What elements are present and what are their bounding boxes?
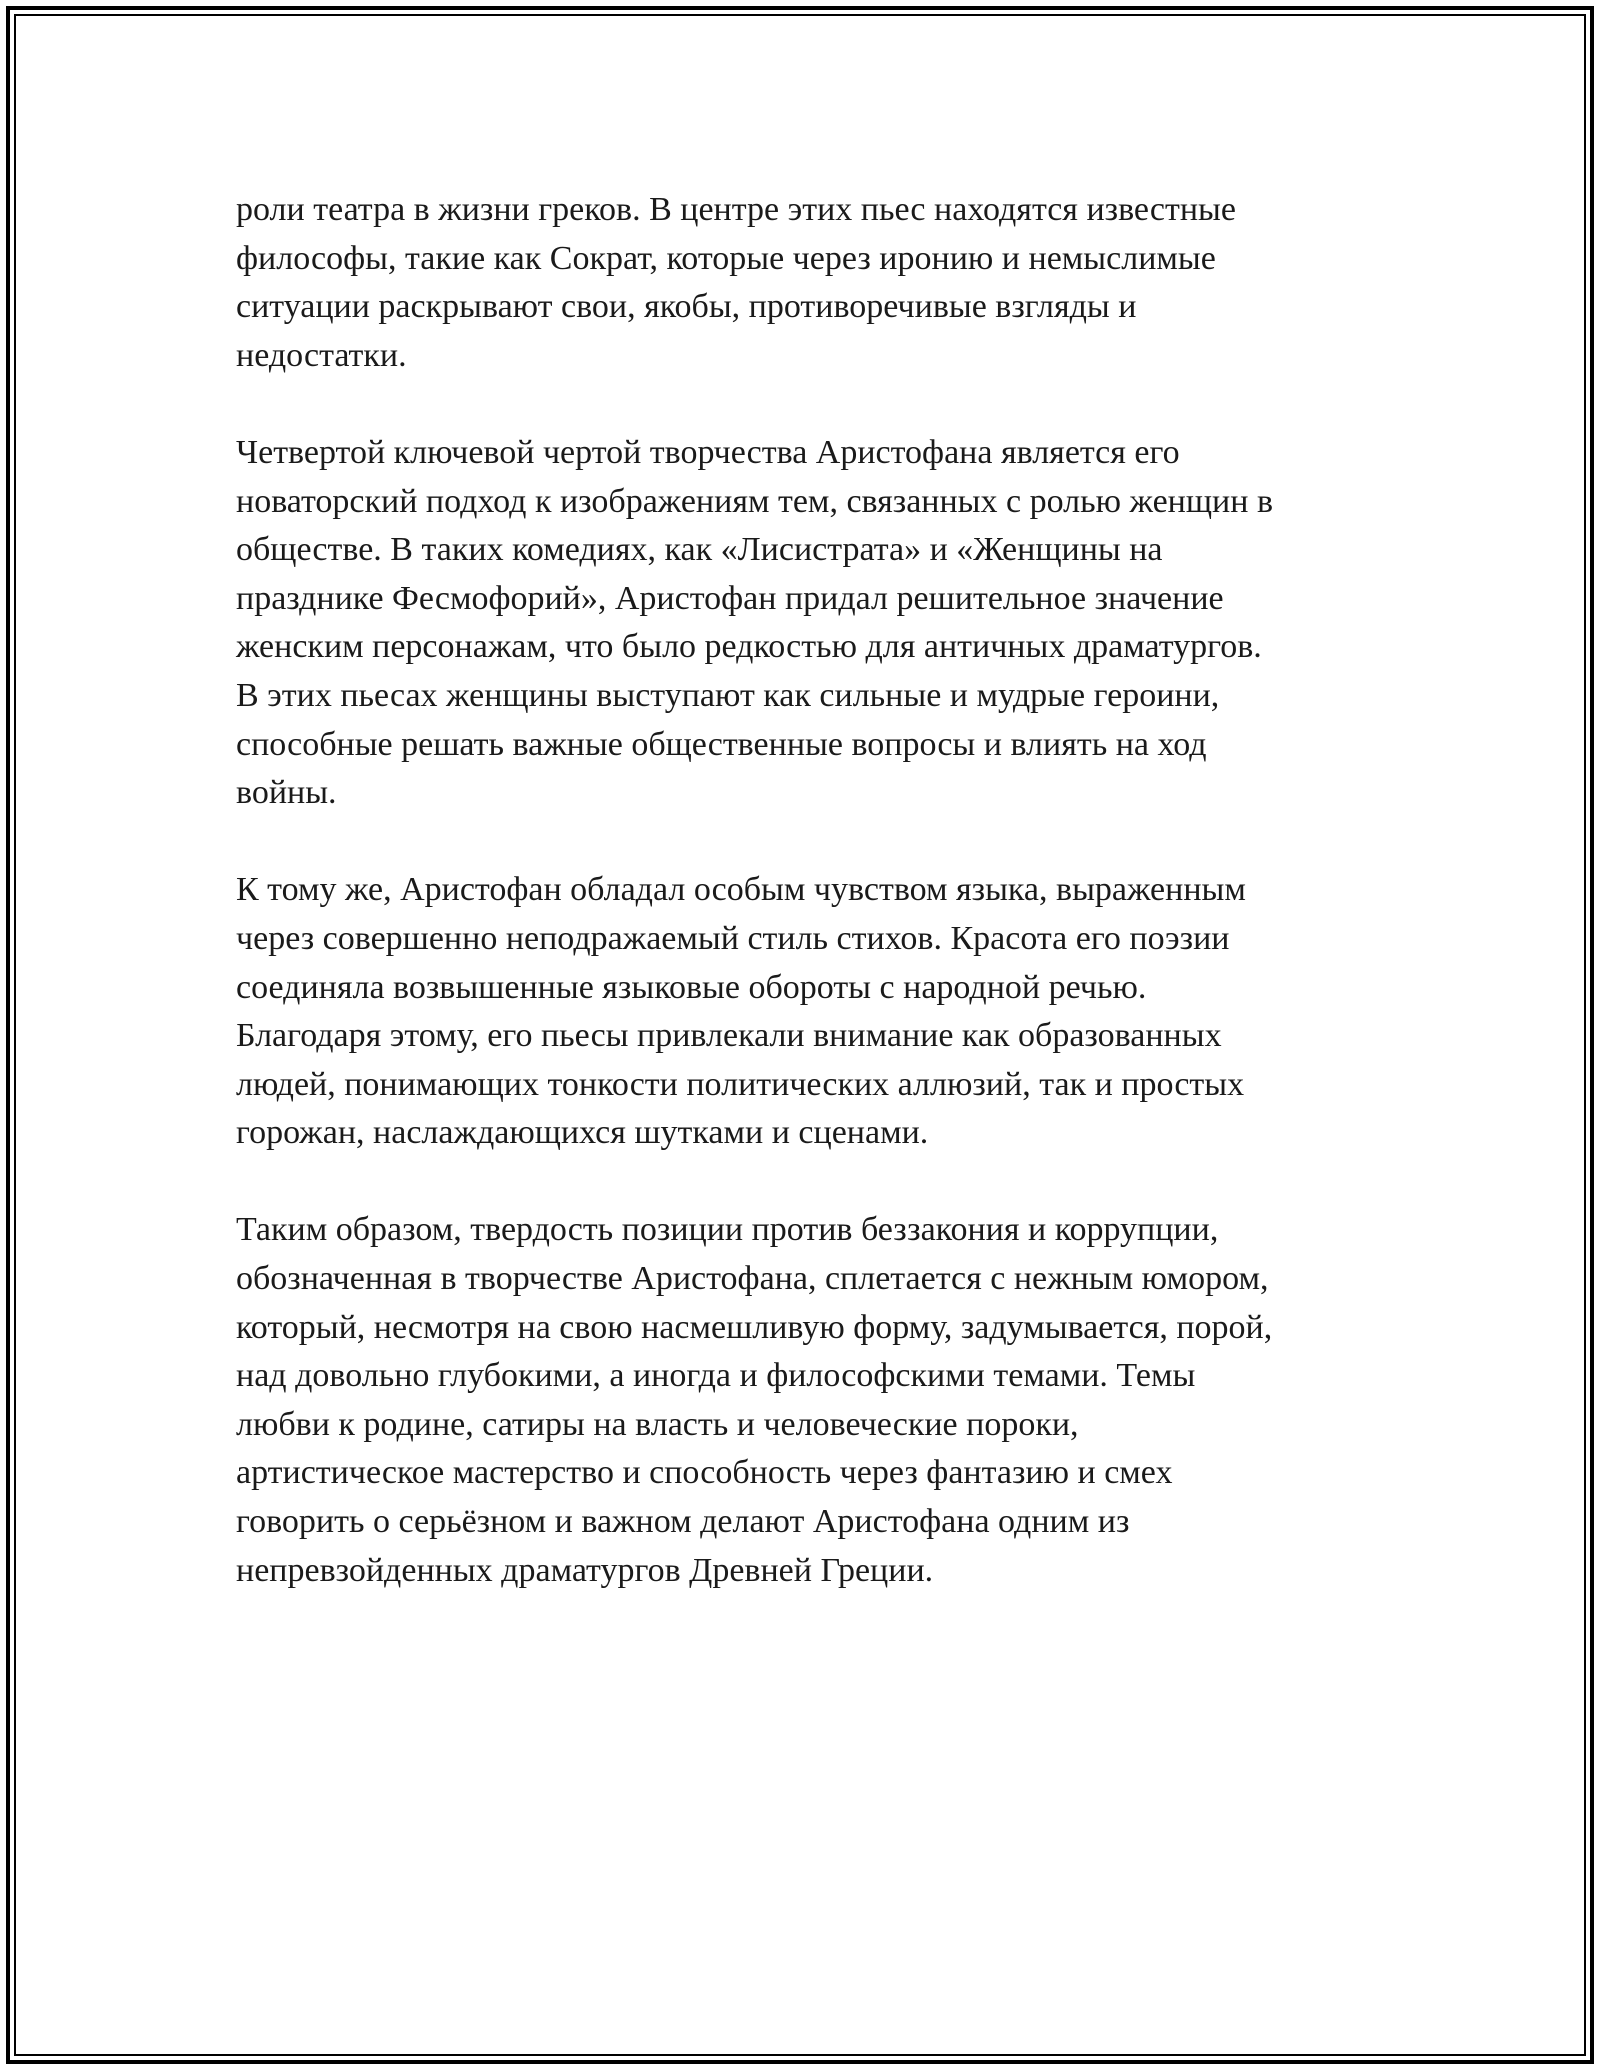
text-line: В этих пьесах женщины выступают как сильные и мудрые героини, (236, 676, 1220, 714)
text-line: через совершенно неподражаемый стиль стихов. Красота его поэзии (236, 919, 1230, 957)
text-line: соединяла возвышенные языковые обороты с народной речью. (236, 968, 1147, 1006)
text-line: способные решать важные общественные вопросы и влиять на ход (236, 725, 1207, 763)
text-line: который, несмотря на свою насмешливую форму, задумывается, порой, (236, 1308, 1273, 1346)
text-line: роли театра в жизни греков. В центре этих пьес находятся известные (236, 191, 1236, 228)
document-body (236, 186, 1396, 1595)
text-line: артистическое мастерство и способность через фантазию и смех (236, 1454, 1173, 1492)
text-line: обозначенная в творчестве Аристофана, сплетается с нежным юмором, (236, 1260, 1269, 1298)
text-line: ситуации раскрывают свои, якобы, противоречивые взгляды и (236, 288, 1137, 326)
text-line: К тому же, Аристофан обладал особым чувством языка, выраженным (236, 871, 1246, 909)
text-line: празднике Фесмофорий», Аристофан придал решительное значение (236, 579, 1224, 617)
paragraph-3 (236, 866, 1396, 1158)
text-line: обществе. В таких комедиях, как «Лисистрата» и «Женщины на (236, 531, 1163, 569)
text-line: Четвертой ключевой чертой творчества Аристофана является его (236, 433, 1180, 471)
text-line: войны. (236, 774, 337, 812)
text-line: недостатки. (236, 336, 407, 374)
text-line: говорить о серьёзном и важном делают Аристофана одним из (236, 1503, 1130, 1541)
paragraph-4 (236, 1206, 1396, 1595)
text-line: непревзойденных драматургов Древней Греции. (236, 1551, 934, 1589)
text-line: любви к родине, сатиры на власть и человеческие пороки, (236, 1405, 1079, 1443)
text-line: женским персонажам, что было редкостью для античных драматургов. (236, 628, 1262, 666)
text-line: новаторский подход к изображениям тем, связанных с ролью женщин в (236, 482, 1273, 520)
text-line: Таким образом, твердость позиции против беззакония и коррупции, (236, 1211, 1219, 1249)
text-line: Благодаря этому, его пьесы привлекали внимание как образованных (236, 1017, 1222, 1055)
text-line: людей, понимающих тонкости политических аллюзий, так и простых (236, 1065, 1245, 1103)
paragraph-1 (236, 186, 1396, 380)
text-line: горожан, наслаждающихся шутками и сценами. (236, 1114, 929, 1152)
text-line: над довольно глубокими, а иногда и философскими темами. Темы (236, 1357, 1196, 1395)
text-line: философы, такие как Сократ, которые через иронию и немыслимые (236, 239, 1216, 277)
paragraph-2 (236, 429, 1396, 818)
